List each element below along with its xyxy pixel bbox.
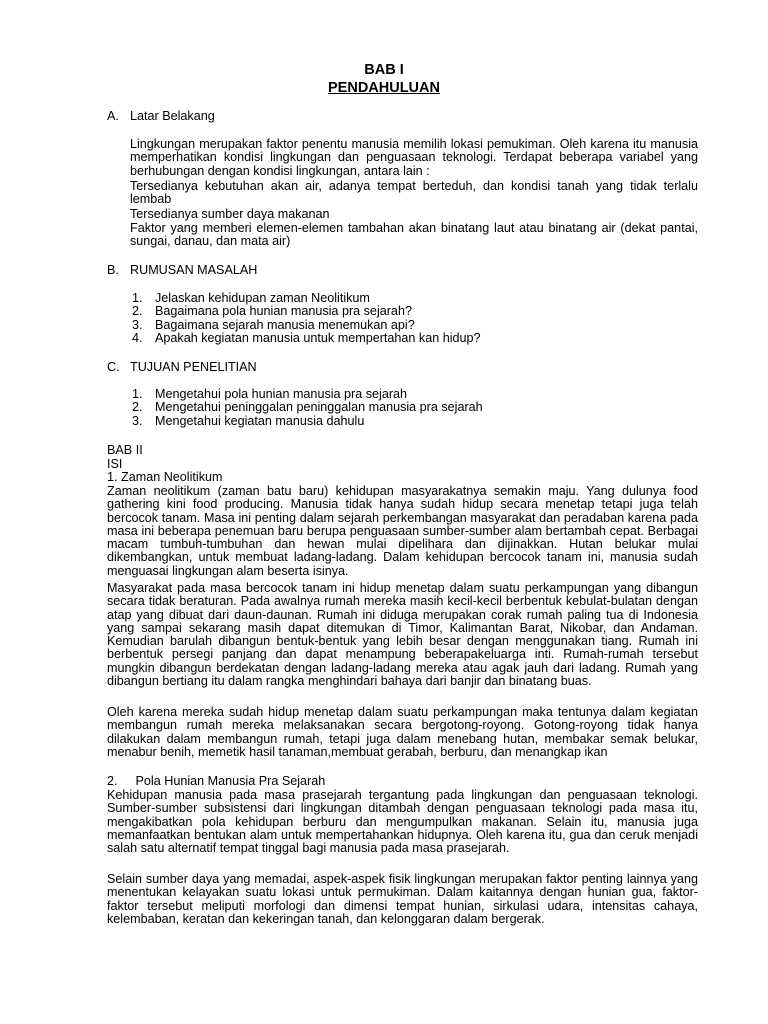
list-item — [130, 305, 481, 318]
section-a-paragraph-2: Tersedianya kebutuhan akan air, adanya tempat berteduh, dan kondisi tanah yang tidak terlalu lembab — [130, 179, 698, 207]
section-b-heading: RUMUSAN MASALAH — [130, 263, 258, 277]
list-item — [130, 401, 483, 414]
list-number: 3. — [132, 413, 143, 428]
section-c-letter: C. — [107, 360, 120, 374]
research-objectives-list — [130, 388, 483, 428]
chapter-2-subtitle: ISI — [107, 457, 123, 471]
subsection-2-heading — [107, 775, 698, 788]
list-number: 1. — [132, 291, 143, 305]
chapter-title: BAB I — [364, 62, 404, 78]
section-b-letter: B. — [107, 263, 119, 277]
paragraph-pola-hunian-1: Kehidupan manusia pada masa prasejarah tergantung pada lingkungan dan penguasaan teknologi. Sumber-sumber subsistensi dari lingkungan ditambah dengan penguasaan teknologi pada masa itu, mengakibatkan pola kehidupan berburu dan mengumpulkan makanan. Selain itu, manusia juga memanfaatkan bentukan alam untuk mempertahankan hidupnya. Oleh karena itu, gua dan ceruk menjadi salah satu alternatif tempat tinggal bagi manusia pada masa prasejarah. — [107, 788, 698, 856]
list-item — [130, 388, 483, 401]
paragraph-neolitikum-2: Masyarakat pada masa bercocok tanam ini hidup menetap dalam suatu perkampungan yang dibangun secara tidak beraturan. Pada awalnya rumah mereka masih kecil-kecil berbentuk kebulat-bulatan dengan atap yang dibuat dari daun-daunan. Rumah ini diduga merupakan corak rumah paling tua di Indonesia yang sampai sekarang masih dapat ditemukan di Timor, Kalimantan Barat, Nikobar, dan Andaman. Kemudian barulah dibangun bentuk-bentuk yang lebih besar dengan menggunakan tiang. Rumah ini berbentuk persegi panjang dan dapat menampung beberapakeluarga inti. Rumah-rumah tersebut mungkin dibangun berdekatan dengan ladang-ladang mereka atau agak jauh dari ladang. Rumah yang dibangun bertiang itu dalam rangka menghindari bahaya dari banjir dan binatang buas. — [107, 581, 698, 689]
paragraph-neolitikum-1: Zaman neolitikum (zaman batu baru) kehidupan masyarakatnya semakin maju. Yang dulunya food gathering kini food producing. Manusia tidak hanya sudah hidup secara menetap tetapi juga telah bercocok tanam. Masa ini penting dalam sejarah perkembangan masyarakat dan peradaban karena pada masa ini beberapa penemuan baru berupa penguasaan sumber-sumber alam bertambah cepat. Berbagai macam tumbuh-tumbuhan dan hewan mulai dipelihara dan dijinakkan. Hutan belukar mulai dikembangkan, untuk membuat ladang-ladang. Dalam kehidupan bercocok tanam ini, manusia sudah menguasai lingkungan alam beserta isinya. — [107, 484, 698, 578]
paragraph-pola-hunian-2: Selain sumber daya yang memadai, aspek-aspek fisik lingkungan merupakan faktor penting lainnya yang menentukan kelayakan suatu lokasi untuk permukiman. Dalam kaitannya dengan hunian gua, faktor-faktor tersebut meliputi morfologi dan dimensi tempat hunian, sirkulasi udara, intensitas cahaya, kelembaban, keratan dan kekeringan tanah, dan kelonggaran dalam bergerak. — [107, 872, 698, 926]
subsection-1-heading: 1. Zaman Neolitikum — [107, 470, 223, 484]
section-a-heading: Latar Belakang — [130, 109, 215, 123]
list-text: Bagaimana sejarah manusia menemukan api? — [155, 317, 415, 332]
list-text: Mengetahui kegiatan manusia dahulu — [155, 413, 365, 428]
list-number: 1. — [132, 387, 143, 401]
list-text: Jelaskan kehidupan zaman Neolitikum — [155, 291, 370, 305]
list-text: Bagaimana pola hunian manusia pra sejarah? — [155, 304, 412, 319]
section-a-paragraph-4: Faktor yang memberi elemen-elemen tambahan akan binatang laut atau binatang air (dekat pantai, sungai, danau, dan mata air) — [130, 221, 698, 249]
list-number: 2. — [132, 304, 143, 319]
list-text: Mengetahui peninggalan peninggalan manusia pra sejarah — [155, 400, 483, 415]
list-item — [130, 292, 481, 305]
chapter-subtitle: PENDAHULUAN — [328, 80, 440, 96]
list-item — [130, 415, 483, 428]
section-c-heading: TUJUAN PENELITIAN — [130, 360, 257, 374]
list-number: 4. — [132, 330, 143, 345]
subsection-2-title: Pola Hunian Manusia Pra Sejarah — [135, 774, 326, 788]
chapter-2-title: BAB II — [107, 443, 143, 457]
list-number: 3. — [132, 317, 143, 332]
list-text: Apakah kegiatan manusia untuk mempertahan kan hidup? — [155, 330, 481, 345]
list-text: Mengetahui pola hunian manusia pra sejarah — [155, 387, 408, 401]
list-number: 2. — [132, 400, 143, 415]
list-item — [130, 332, 481, 345]
section-a-paragraph-1: Lingkungan merupakan faktor penentu manusia memilih lokasi pemukiman. Oleh karena itu manusia memperhatikan kondisi lingkungan dan penguasaan teknologi. Terdapat beberapa variabel yang berhubungan dengan kondisi lingkungan, antara lain : — [130, 137, 698, 178]
subsection-2-number: 2. — [107, 774, 118, 788]
list-item — [130, 319, 481, 332]
research-questions-list — [130, 292, 481, 345]
section-a-letter: A. — [107, 109, 119, 123]
paragraph-neolitikum-3: Oleh karena mereka sudah hidup menetap dalam suatu perkampungan maka tentunya dalam kegiatan membangun rumah mereka melaksanakan secara bergotong-royong. Gotong-royong tidak hanya dilakukan dalam membangun rumah, tetapi juga dalam menebang hutan, membakar semak belukar, menabur benih, memetik hasil tanaman,membuat gerabah, berburu, dan menangkap ikan — [107, 705, 698, 759]
section-a-paragraph-3: Tersedianya sumber daya makanan — [130, 207, 330, 221]
